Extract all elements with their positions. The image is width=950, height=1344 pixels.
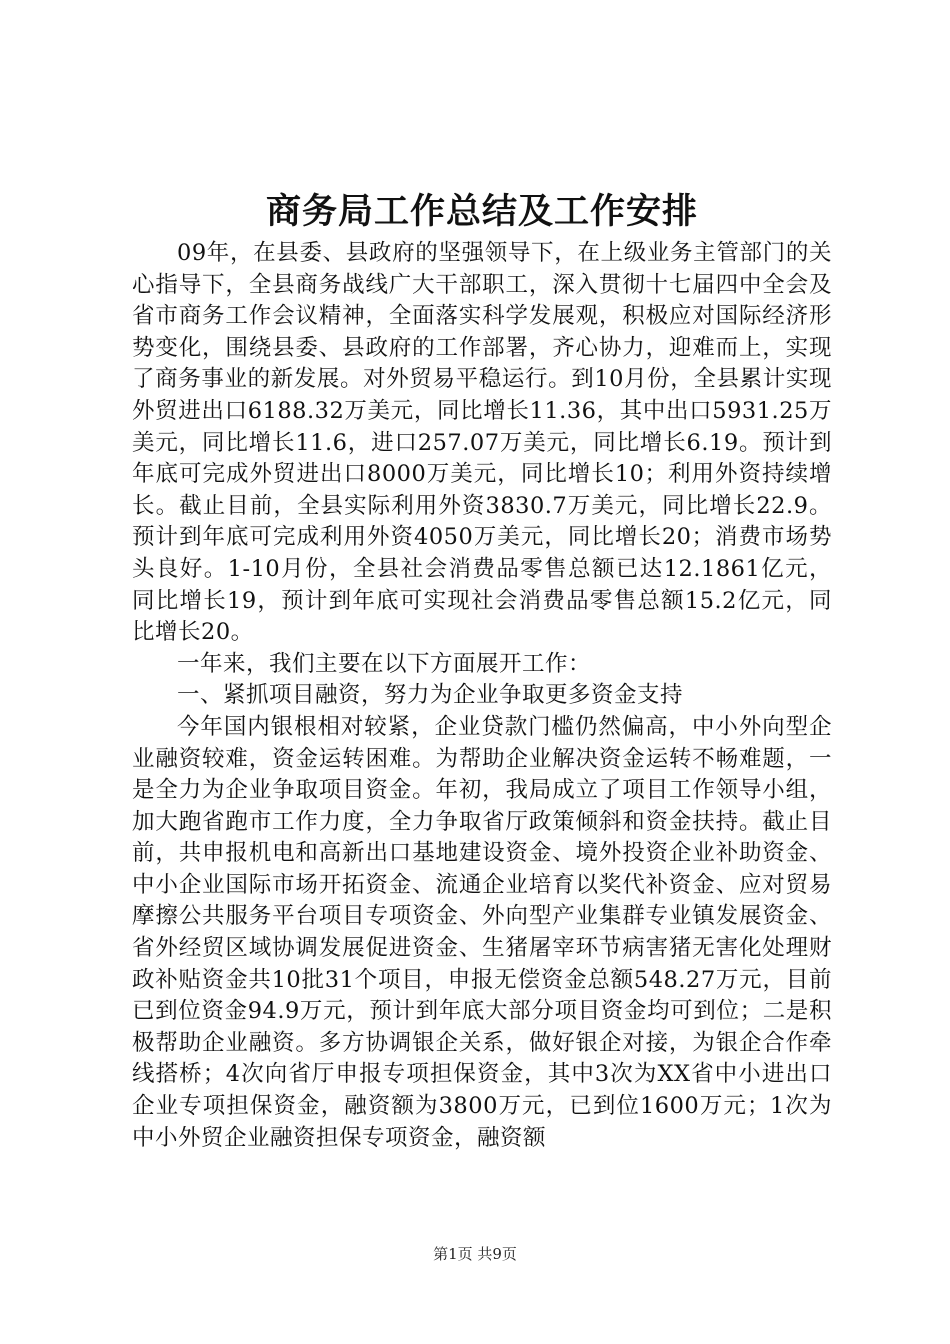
section-heading-1: 一、紧抓项目融资，努力为企业争取更多资金支持	[177, 682, 684, 709]
document-body	[132, 188, 832, 1154]
page-footer: 第1页 共9页	[433, 1245, 517, 1263]
document-title: 商务局工作总结及工作安排	[265, 191, 698, 232]
paragraph-intro: 09年，在县委、县政府的坚强领导下，在上级业务主管部门的关心指导下，全县商务战线广大干部职工，深入贯彻十七届四中全会及省市商务工作会议精神，全面落实科学发展观，积极应对国际经济形势变化，围绕县委、县政府的工作部署，齐心协力，迎难而上，实现了商务事业的新发展。对外贸易平稳运行。到10月份，全县累计实现外贸进出口6188.32万美元，同比增长11.36，其中出口5931.25万美元，同比增长11.6，进口257.07万美元，同比增长6.19。预计到年底可完成外贸进出口8000万美元，同比增长10；利用外资持续增长。截止目前，全县实际利用外资3830.7万美元，同比增长22.9。预计到年底可完成利用外资4050万美元，同比增长20；消费市场势头良好。1-10月份，全县社会消费品零售总额已达12.1861亿元，同比增长19，预计到年底可实现社会消费品零售总额15.2亿元，同比增长20。	[132, 240, 832, 646]
paragraph-section-1-body: 今年国内银根相对较紧，企业贷款门槛仍然偏高，中小外向型企业融资较难，资金运转困难。为帮助企业解决资金运转不畅难题，一是全力为企业争取项目资金。年初，我局成立了项目工作领导小组，加大跑省跑市工作力度，全力争取省厅政策倾斜和资金扶持。截止目前，共申报机电和高新出口基地建设资金、境外投资企业补助资金、中小企业国际市场开拓资金、流通企业培育以奖代补资金、应对贸易摩擦公共服务平台项目专项资金、外向型产业集群专业镇发展资金、省外经贸区域协调发展促进资金、生猪屠宰环节病害猪无害化处理财政补贴资金共10批31个项目，申报无偿资金总额548.27万元，目前已到位资金94.9万元，预计到年底大部分项目资金均可到位；二是积极帮助企业融资。多方协调银企关系，做好银企对接，为银企合作牵线搭桥；4次向省厅申报专项担保资金，其中3次为XX省中小进出口企业专项担保资金，融资额为3800万元，已到位1600万元；1次为中小外贸企业融资担保专项资金，融资额	[132, 713, 832, 1151]
paragraph-overview: 一年来，我们主要在以下方面展开工作：	[177, 650, 592, 677]
